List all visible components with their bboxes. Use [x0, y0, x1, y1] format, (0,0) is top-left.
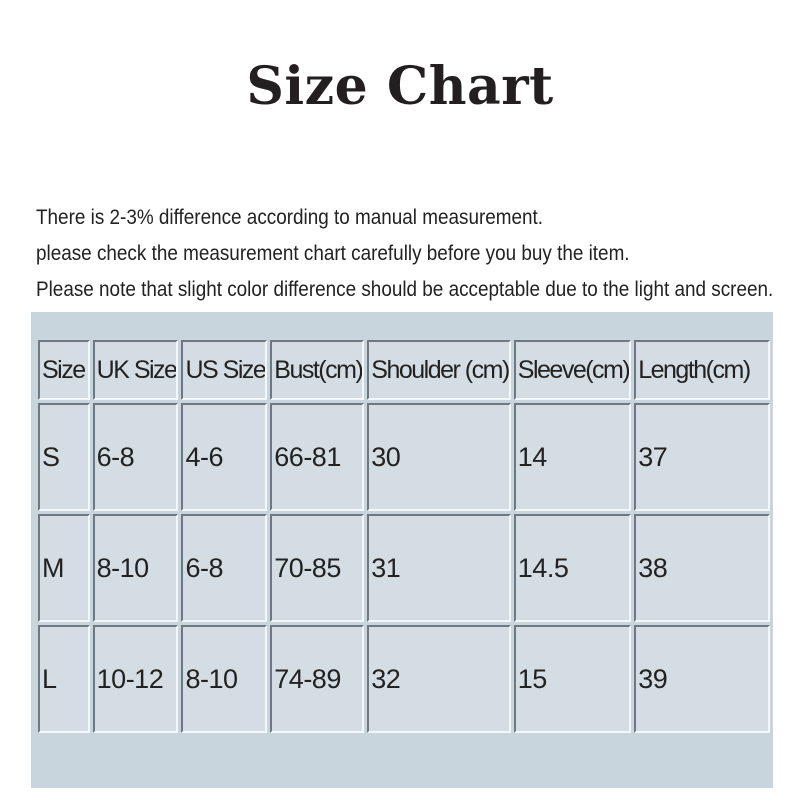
table-cell: 14.5: [514, 514, 631, 622]
table-cell: S: [38, 403, 90, 511]
table-header-row: [38, 340, 770, 400]
table-cell: 39: [634, 625, 770, 733]
table-row: [38, 625, 770, 733]
page-title: Size Chart: [246, 56, 554, 117]
header-shoulder: Shoulder (cm): [367, 340, 511, 400]
size-table-panel: [31, 312, 773, 788]
header-us-size: US Size: [181, 340, 267, 400]
note-line: please check the measurement chart carefully before you buy the item.: [36, 242, 630, 265]
table-row: [38, 403, 770, 511]
table-cell: 4-6: [181, 403, 267, 511]
table-cell: 6-8: [181, 514, 267, 622]
table-cell: 32: [367, 625, 511, 733]
table-cell: 37: [634, 403, 770, 511]
table-cell: 30: [367, 403, 511, 511]
header-uk-size: UK Size: [93, 340, 179, 400]
table-cell: 15: [514, 625, 631, 733]
table-cell: 6-8: [93, 403, 179, 511]
table-cell: 10-12: [93, 625, 179, 733]
table-cell: 74-89: [270, 625, 364, 733]
header-bust: Bust(cm): [270, 340, 364, 400]
header-size: Size: [38, 340, 90, 400]
table-cell: L: [38, 625, 90, 733]
note-line: There is 2-3% difference according to manual measurement.: [36, 206, 544, 229]
table-cell: 38: [634, 514, 770, 622]
header-length: Length(cm): [634, 340, 770, 400]
table-cell: M: [38, 514, 90, 622]
table-cell: 8-10: [93, 514, 179, 622]
table-cell: 66-81: [270, 403, 364, 511]
size-table: [35, 337, 773, 736]
table-row: [38, 514, 770, 622]
table-cell: 14: [514, 403, 631, 511]
measurement-notes: [36, 200, 773, 308]
table-cell: 8-10: [181, 625, 267, 733]
table-cell: 70-85: [270, 514, 364, 622]
note-line: Please note that slight color difference should be acceptable due to the light and screen.: [36, 278, 774, 301]
table-cell: 31: [367, 514, 511, 622]
header-sleeve: Sleeve(cm): [514, 340, 631, 400]
